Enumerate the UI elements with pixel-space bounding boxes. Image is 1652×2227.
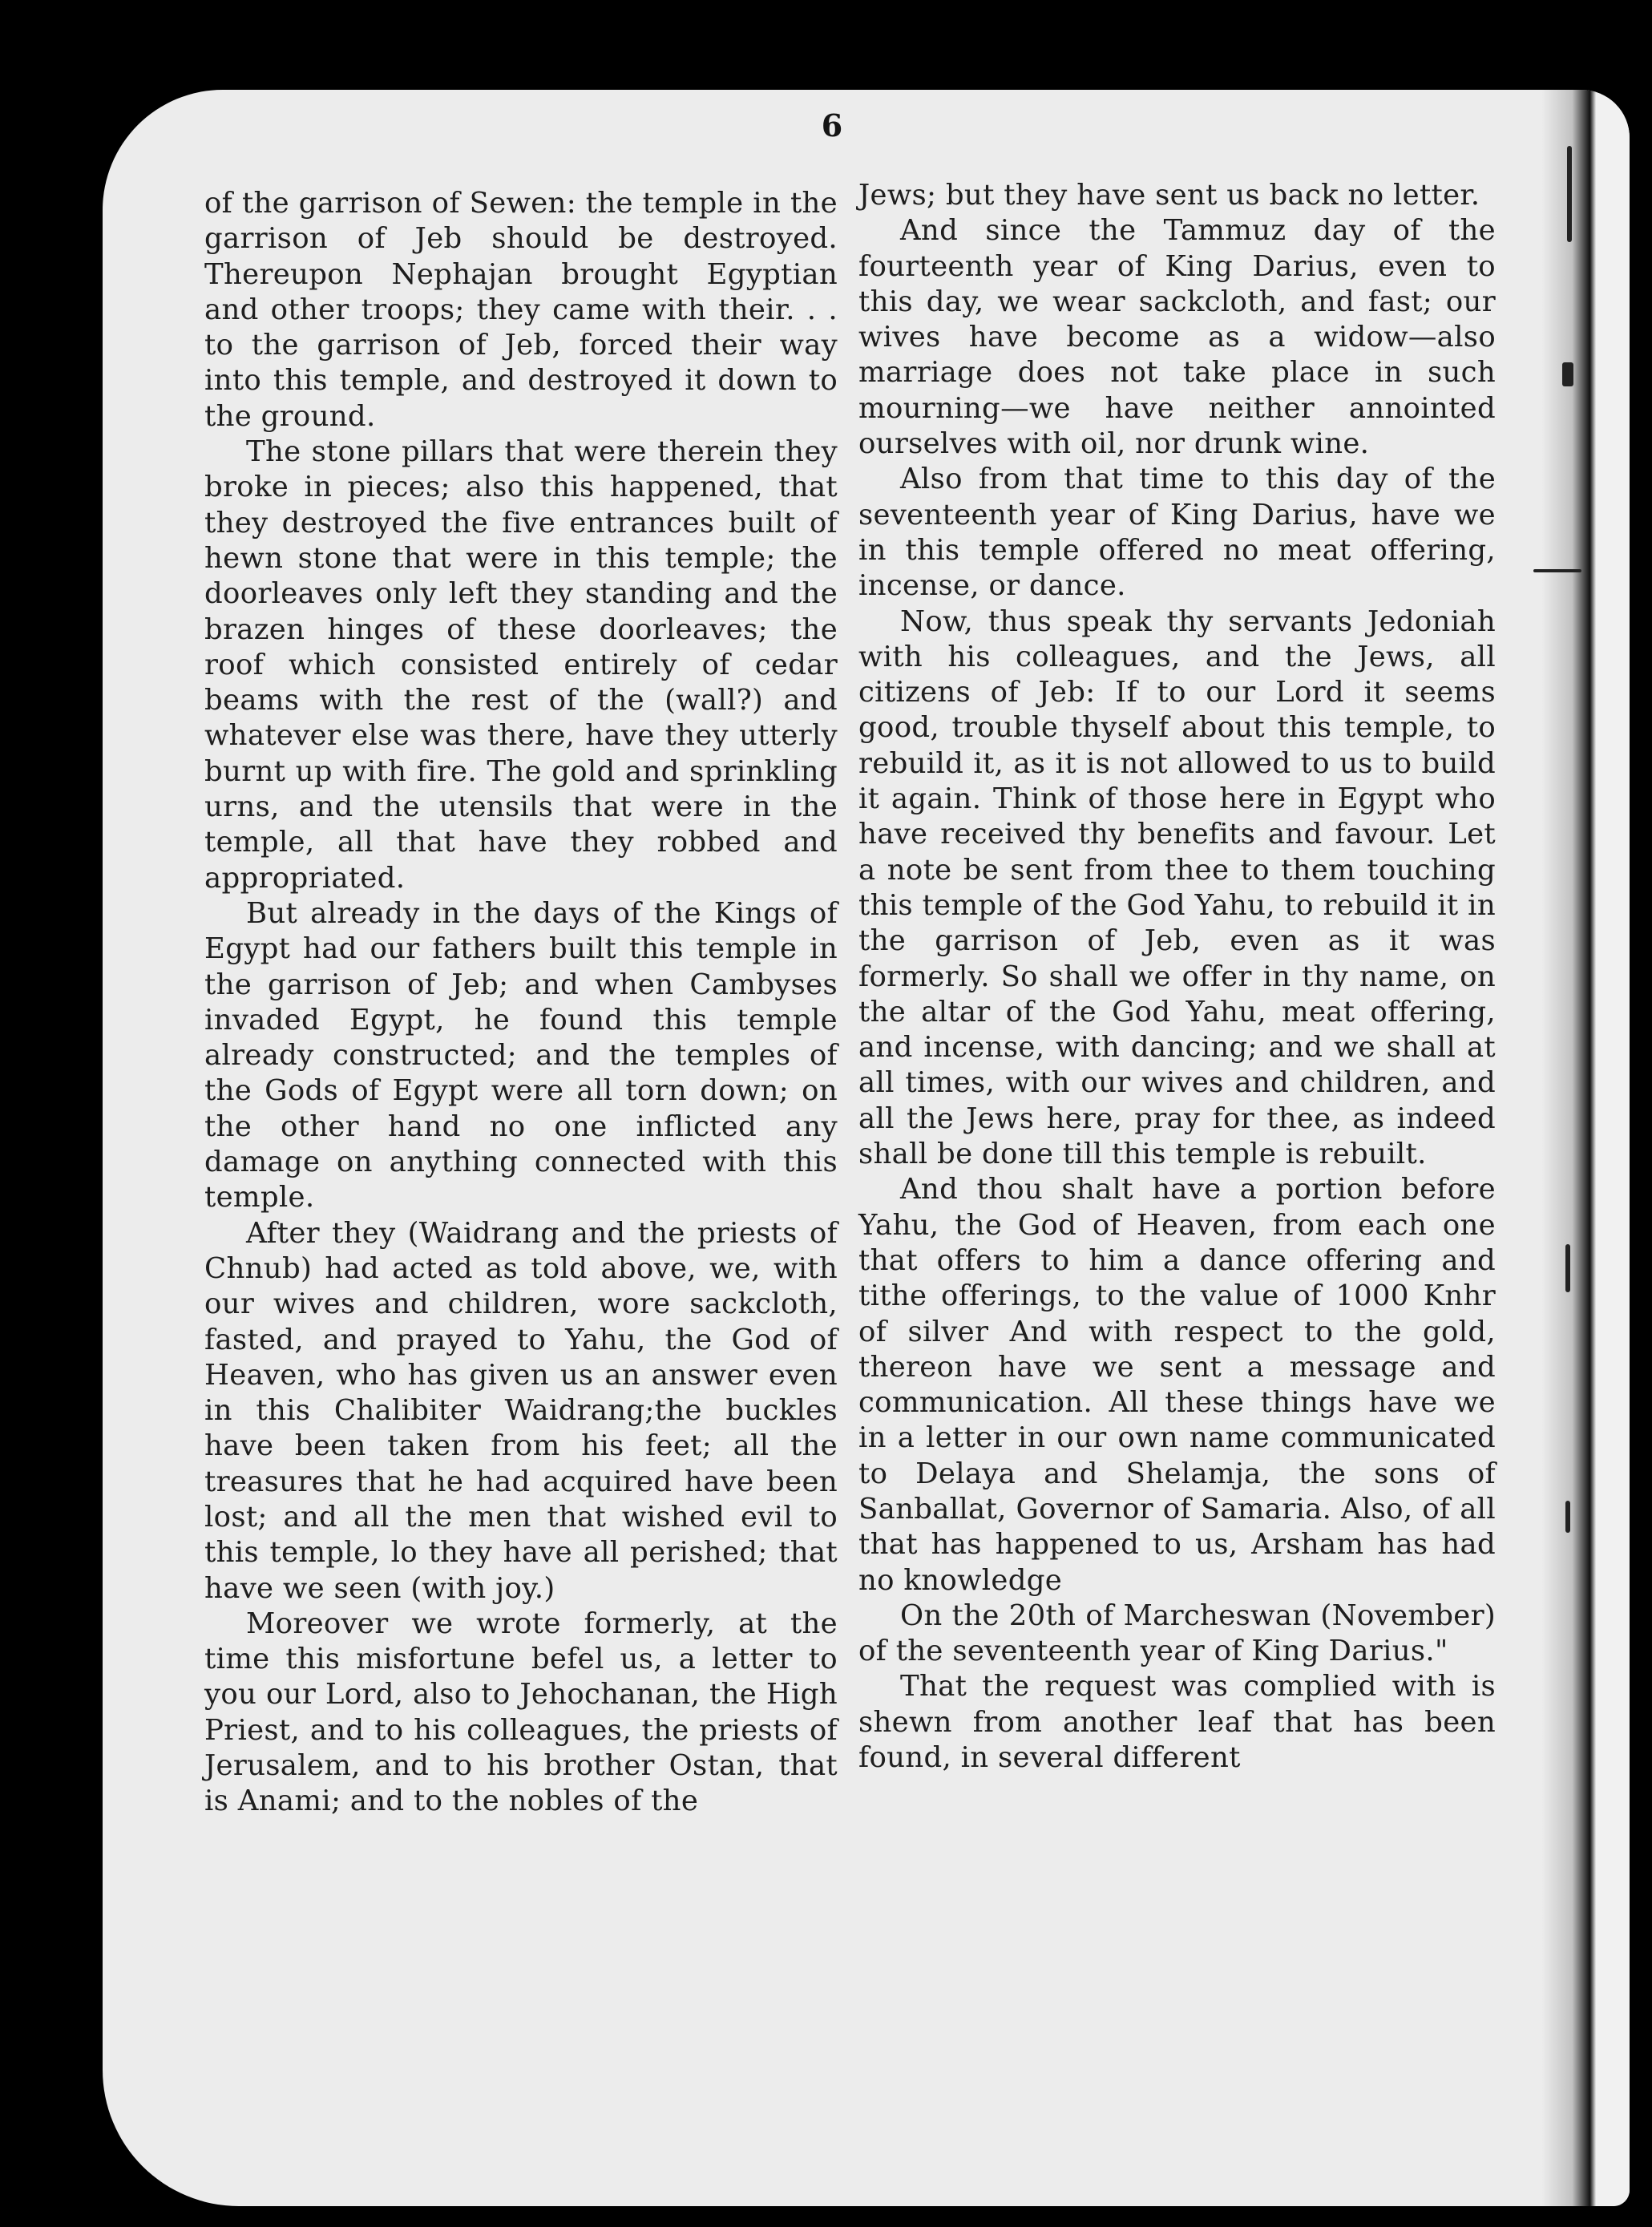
- binding-mark: [1533, 569, 1581, 572]
- paragraph: Now, thus speak thy servants Jedoniah with his colleagues, and the Jews, all citizens of Jeb: If to our Lord it seems good, trouble thyself about this temple, to rebuild it, as it is not allowed to us to build it again. Think of those here in Egypt who have received thy benefits and favour. Let a note be sent from thee to them touching this temple of the God Yahu, to rebuild it in the garrison of Jeb, even as it was formerly. So shall we offer in thy name, on the altar of the God Yahu, meat offering, and incense, with dancing; and we shall at all times, with our wives and children, and all the Jews here, pray for thee, as indeed shall be done till this temple is rebuilt.: [858, 604, 1496, 1171]
- paragraph: of the garrison of Sewen: the temple in the garrison of Jeb should be destroyed. Thereupon Nephajan brought Egyptian and other troops; they came with their. . . to the garrison of Jeb, forced their way into this temple, and destroyed it down to the ground.: [204, 187, 838, 433]
- book-binding-edge: [1541, 90, 1630, 2206]
- paragraph: Jews; but they have sent us back no letter.: [858, 179, 1480, 212]
- paragraph: Moreover we wrote formerly, at the time this misfortune befel us, a letter to you our Lord, also to Jehochanan, the High Priest, and to his colleagues, the priests of Jerusalem, and to his brother Ostan, that is Anami; and to the nobles of the: [204, 1607, 838, 1818]
- paragraph: Also from that time to this day of the seventeenth year of King Darius, have we in this temple offered no meat offering, incense, or dance.: [858, 463, 1496, 603]
- left-text-column: [204, 186, 838, 1820]
- paragraph: But already in the days of the Kings of Egypt had our fathers built this temple in the garrison of Jeb; and when Cambyses invaded Egypt, he found this temple already constructed; and the temples of the Gods of Egypt were all torn down; on the other hand no one inflicted any damage on anything connected with this temple.: [204, 896, 838, 1215]
- binding-mark: [1565, 1501, 1570, 1533]
- paragraph: And since the Tammuz day of the fourteenth year of King Darius, even to this day, we wear sackcloth, and fast; our wives have become as a widow—also marriage does not take place in such mourning—we have neither annointed ourselves with oil, nor drunk wine.: [858, 214, 1496, 461]
- scanned-page: [103, 90, 1630, 2206]
- paragraph: And thou shalt have a portion before Yahu, the God of Heaven, from each one that offers to him a dance offering and tithe offerings, to the value of 1000 Knhr of silver And with respect to the gold, thereon have we sent a message and communication. All these things have we in a letter in our own name communicated to Delaya and Shelamja, the sons of Sanballat, Governor of Samaria. Also, of all that has happened to us, Arsham has had no knowledge: [858, 1173, 1496, 1597]
- paragraph: The stone pillars that were therein they broke in pieces; also this happened, that they destroyed the five entrances built of hewn stone that were in this temple; the doorleaves only left they standing and the brazen hinges of these doorleaves; the roof which consisted entirely of cedar beams with the rest of the (wall?) and whatever else was there, have they utterly burnt up with fire. The gold and sprinkling urns, and the utensils that were in the temple, all that have they robbed and appropriated.: [204, 435, 838, 895]
- paragraph: After they (Waidrang and the priests of Chnub) had acted as told above, we, with our wives and children, wore sackcloth, fasted, and prayed to Yahu, the God of Heaven, who has given us an answer even in this Chalibiter Waidrang;the buckles have been taken from his feet; all the treasures that he had acquired have been lost; and all the men that wished evil to this temple, lo they have all perished; that have we seen (with joy.): [204, 1216, 838, 1605]
- binding-mark: [1565, 1244, 1570, 1292]
- binding-mark: [1567, 146, 1572, 242]
- paragraph: On the 20th of Marcheswan (November) of the seventeenth year of King Darius.": [858, 1599, 1496, 1668]
- paragraph: That the request was complied with is shewn from another leaf that has been found, in several different: [858, 1670, 1496, 1775]
- page-number: 6: [821, 107, 843, 143]
- right-text-column: [858, 178, 1496, 1776]
- binding-mark: [1562, 362, 1573, 386]
